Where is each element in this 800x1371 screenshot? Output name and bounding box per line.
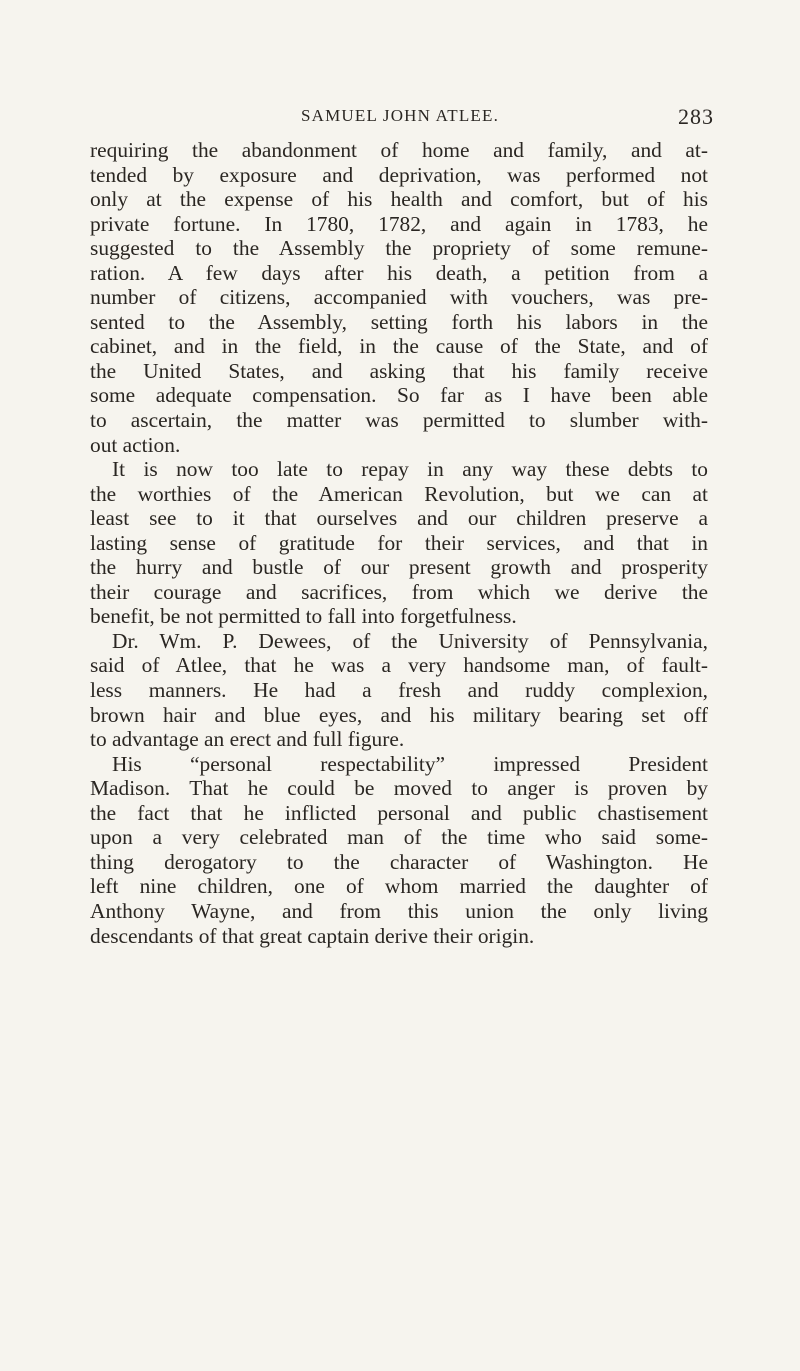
text-line: lasting sense of gratitude for their services, and that in: [90, 530, 708, 555]
paragraph-end-line: out action.: [90, 432, 181, 457]
text-line: less manners. He had a fresh and ruddy complexion,: [90, 678, 708, 703]
text-line: suggested to the Assembly the propriety of some remune-: [90, 236, 708, 261]
text-line: number of citizens, accompanied with vouchers, was pre-: [90, 285, 708, 310]
text-line: the worthies of the American Revolution, but we can at: [90, 481, 708, 506]
running-head: [0, 104, 800, 128]
text-line: upon a very celebrated man of the time who said some-: [90, 825, 708, 850]
text-line: the hurry and bustle of our present growth and prosperity: [90, 555, 708, 580]
text-line: the fact that he inflicted personal and public chastisement: [90, 800, 708, 825]
page-number: 283: [678, 104, 714, 129]
text-line: Madison. That he could be moved to anger is proven by: [90, 776, 708, 801]
paragraph-end-line: benefit, be not permitted to fall into forgetfulness.: [90, 604, 517, 629]
text-line: brown hair and blue eyes, and his military bearing set off: [90, 702, 708, 727]
text-line: tended by exposure and deprivation, was performed not: [90, 162, 708, 187]
text-line: to ascertain, the matter was permitted to slumber with-: [90, 408, 708, 433]
text-line: sented to the Assembly, setting forth his labors in the: [90, 309, 708, 334]
text-line: their courage and sacrifices, from which we derive the: [90, 579, 708, 604]
paragraph-end-line: to advantage an erect and full figure.: [90, 727, 405, 752]
body-text: [90, 138, 708, 948]
running-title: SAMUEL JOHN ATLEE.: [300, 106, 500, 125]
paragraph-start-line: His “personal respectability” impressed President: [112, 751, 708, 776]
text-line: said of Atlee, that he was a very handsome man, of fault-: [90, 653, 708, 678]
text-line: ration. A few days after his death, a petition from a: [90, 260, 708, 285]
text-line: left nine children, one of whom married the daughter of: [90, 874, 708, 899]
text-line: some adequate compensation. So far as I have been able: [90, 383, 708, 408]
paragraph-start-line: It is now too late to repay in any way these debts to: [112, 457, 708, 482]
text-line: thing derogatory to the character of Washington. He: [90, 849, 708, 874]
text-line: requiring the abandonment of home and family, and at-: [90, 138, 708, 162]
paragraph-start-line: Dr. Wm. P. Dewees, of the University of Pennsylvania,: [112, 628, 708, 653]
text-line: only at the expense of his health and comfort, but of his: [90, 187, 708, 212]
text-line: the United States, and asking that his family receive: [90, 358, 708, 383]
text-line: cabinet, and in the field, in the cause of the State, and of: [90, 334, 708, 359]
text-line: private fortune. In 1780, 1782, and again in 1783, he: [90, 211, 708, 236]
paragraph-end-line: descendants of that great captain derive their origin.: [90, 923, 535, 948]
text-line: Anthony Wayne, and from this union the only living: [90, 898, 708, 923]
text-line: least see to it that ourselves and our children preserve a: [90, 506, 708, 531]
